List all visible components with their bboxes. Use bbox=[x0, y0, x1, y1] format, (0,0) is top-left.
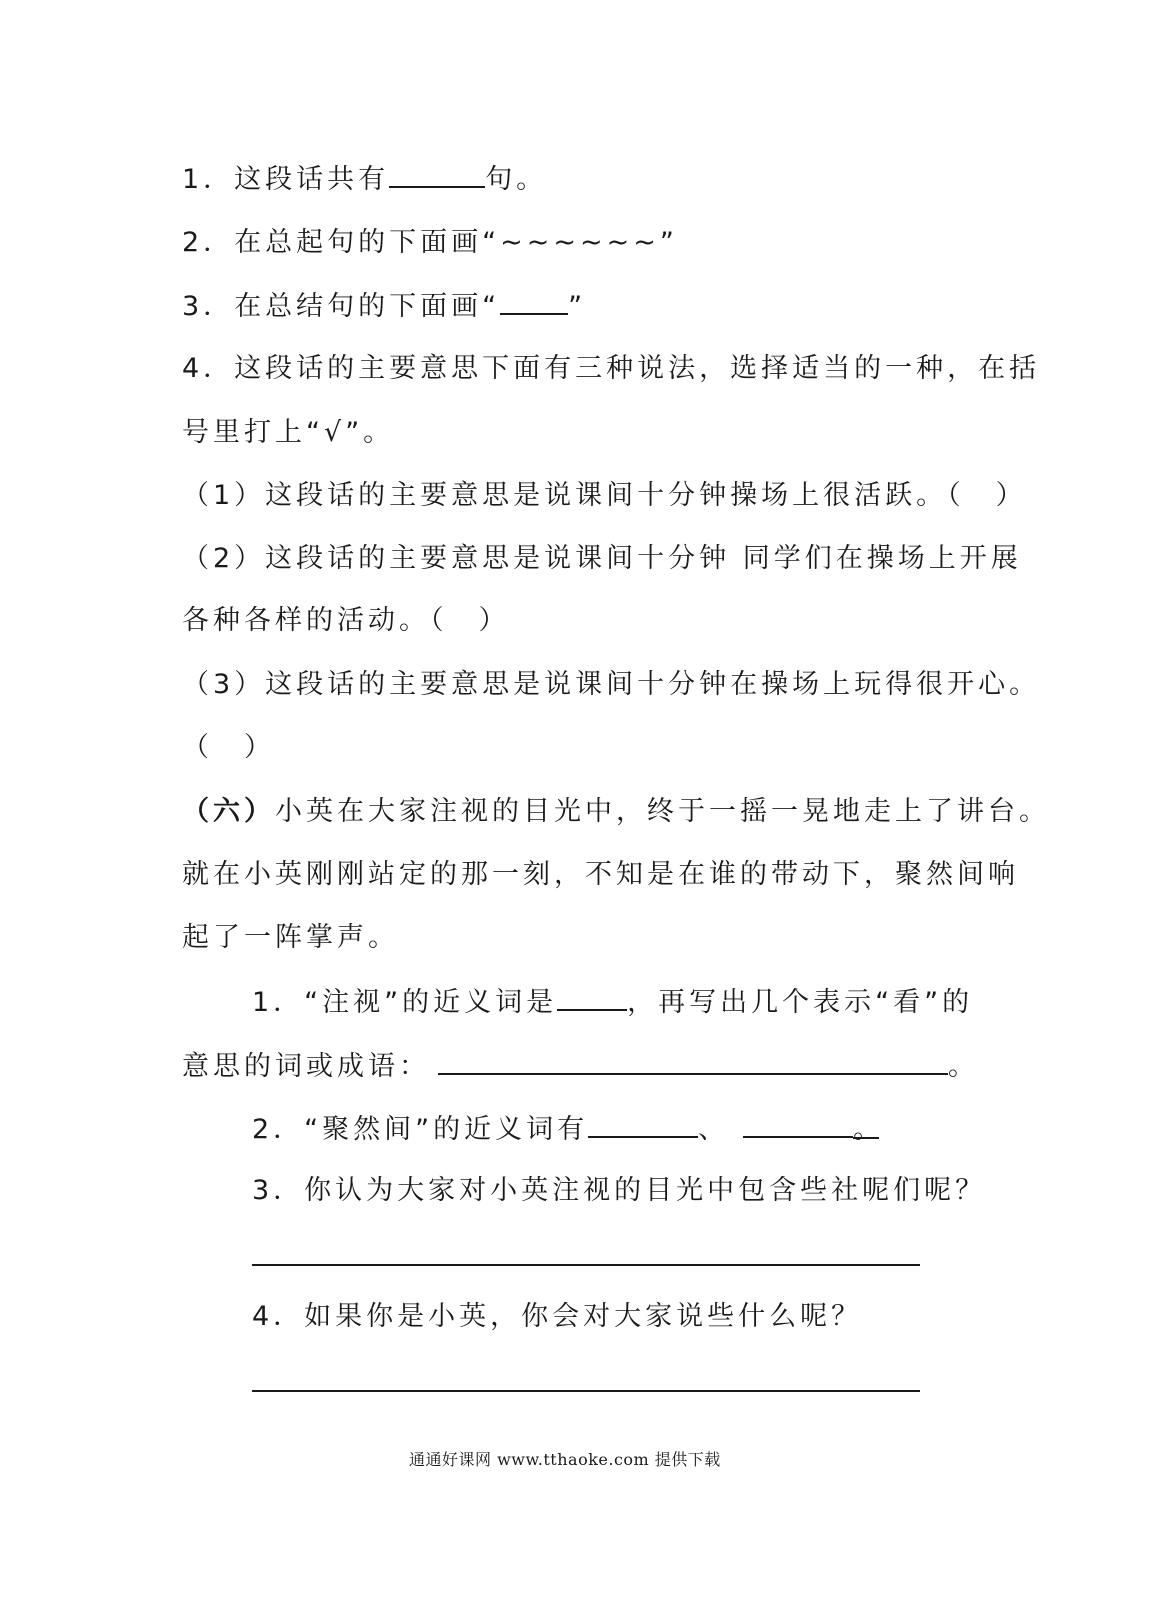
section-6-paragraph-line-1: （六）小英在大家注视的目光中，终于一摇一晃地走上了讲台。 bbox=[182, 796, 1050, 827]
option-3-line-2: （ ） bbox=[182, 732, 275, 763]
question-4-line-2: 号里打上“√”。 bbox=[182, 417, 395, 448]
section-6-question-2: 2．“聚然间”的近义词有 、 。 bbox=[252, 1114, 885, 1145]
question-3: 3．在总结句的下面画“ ” bbox=[182, 291, 587, 322]
synonym-blank-1[interactable] bbox=[588, 1112, 698, 1138]
synonym-blank-2[interactable] bbox=[743, 1112, 853, 1138]
period-underline: 。 bbox=[853, 1114, 885, 1145]
section-6-label: （六） bbox=[182, 796, 275, 827]
synonym-blank[interactable] bbox=[557, 985, 627, 1011]
words-blank[interactable] bbox=[438, 1049, 948, 1075]
option-3-line-1: （3）这段话的主要意思是说课间十分钟在操场上玩得很开心。 bbox=[182, 669, 1041, 700]
section-6-paragraph-line-3: 起了一阵掌声。 bbox=[182, 922, 399, 953]
question-1: 1．这段话共有 句。 bbox=[182, 164, 548, 195]
question-4-line-1: 4．这段话的主要意思下面有三种说法，选择适当的一种，在括 bbox=[182, 353, 1041, 384]
answer-blank[interactable] bbox=[389, 162, 485, 188]
option-2-line-1: （2）这段话的主要意思是说课间十分钟 同学们在操场上开展 bbox=[182, 543, 1022, 574]
section-6-question-1-line-2: 意思的词或成语： 。 bbox=[182, 1051, 979, 1082]
section-6-paragraph-line-2: 就在小英刚刚站定的那一刻，不知是在谁的带动下，聚然间响 bbox=[182, 859, 1019, 890]
section-6-question-4: 4．如果你是小英，你会对大家说些什么呢？ bbox=[252, 1301, 863, 1332]
answer-line-3[interactable] bbox=[252, 1264, 920, 1266]
option-2-line-2: 各种各样的活动。（ ） bbox=[182, 605, 510, 636]
section-6-question-1-line-1: 1．“注视”的近义词是 ，再写出几个表示“看”的 bbox=[252, 987, 974, 1018]
underline-sample bbox=[500, 289, 568, 315]
section-6-question-3: 3．你认为大家对小英注视的目光中包含些社呢们呢？ bbox=[252, 1175, 987, 1206]
question-2: 2．在总起句的下面画“~~~~~~” bbox=[182, 227, 678, 258]
answer-line-4[interactable] bbox=[252, 1390, 920, 1392]
option-1: （1）这段话的主要意思是说课间十分钟操场上很活跃。（ ） bbox=[182, 480, 1027, 511]
footer-credit: 通通好课网 www.tthaoke.com 提供下载 bbox=[409, 1450, 721, 1469]
